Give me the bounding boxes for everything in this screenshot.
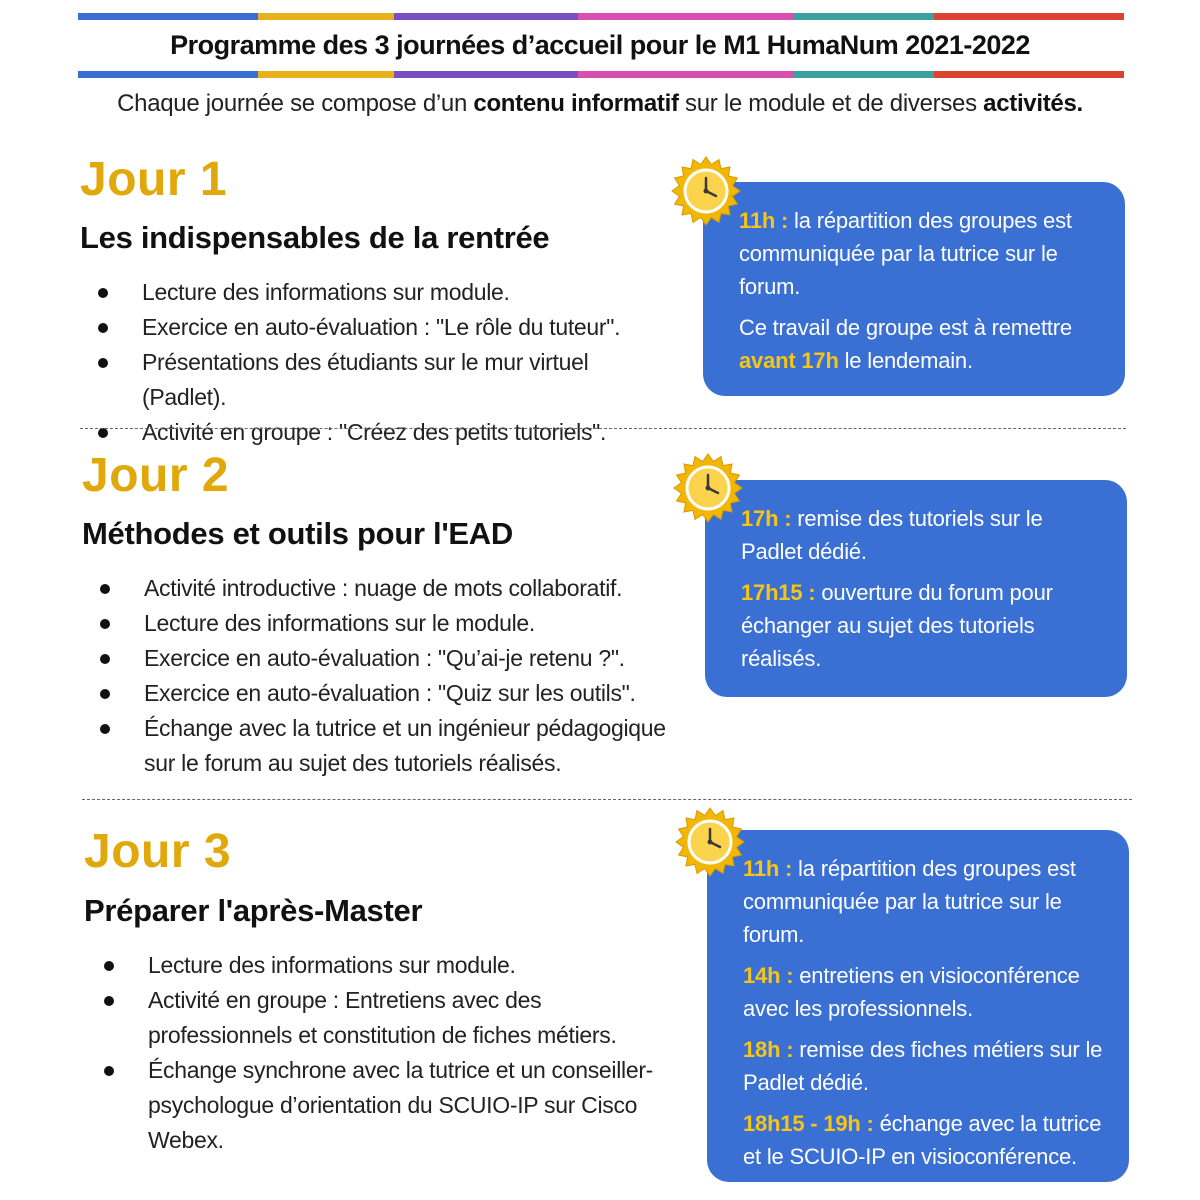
schedule-entry [743,1033,1103,1099]
schedule-text: ouverture du forum pour échanger au sujet des tutoriels réalisés. [741,580,1053,671]
list-item: Exercice en auto-évaluation : "Quiz sur les outils". [100,676,670,711]
schedule-text: Ce travail de groupe est à remettre [739,315,1072,340]
list-item: Activité en groupe : "Créez des petits tutoriels". [98,415,658,450]
schedule-text: remise des tutoriels sur le Padlet dédié. [741,506,1043,564]
schedule-time: 11h : [739,208,789,233]
schedule-text: la répartition des groupes est communiquée par la tutrice sur le forum. [739,208,1072,299]
sun-clock-icon [671,156,741,226]
list-item: Exercice en auto-évaluation : "Le rôle du tuteur". [98,310,658,345]
stripe-segment [794,13,934,20]
list-item: Échange avec la tutrice et un ingénieur pédagogique sur le forum au sujet des tutoriels réalisés. [100,711,670,781]
schedule-text: échange avec la tutrice et le SCUIO-IP en visioconférence. [743,1111,1102,1169]
day-2-label: Jour 2 [82,449,230,502]
schedule-time: avant 17h [739,348,839,373]
schedule-entry [743,1107,1103,1173]
day-3-activity-list [104,948,684,1158]
schedule-text: remise des fiches métiers sur le Padlet dédié. [743,1037,1103,1095]
schedule-entry [743,959,1103,1025]
schedule-text: la répartition des groupes est communiquée par la tutrice sur le forum. [743,856,1076,947]
section-divider [82,799,1132,800]
stripe-segment [578,71,794,78]
list-item: Lecture des informations sur le module. [100,606,670,641]
day-1-activity-list [98,275,658,450]
bottom-color-stripe [78,71,1124,78]
day-1-subtitle: Les indispensables de la rentrée [80,220,550,255]
section-divider [80,428,1126,429]
schedule-text: le lendemain. [838,348,973,373]
schedule-time: 17h : [741,506,792,531]
stripe-segment [258,13,394,20]
page-title: Programme des 3 journées d’accueil pour le M1 HumaNum 2021-2022 [170,30,1030,60]
sun-clock-icon [673,453,743,523]
intro-before: Chaque journée se compose d’un [117,90,474,117]
intro-bold-activities: activités. [983,90,1083,117]
schedule-entry [739,204,1099,303]
intro-text [0,90,1200,118]
day-2-activity-list [100,571,670,781]
intro-bold-content: contenu informatif [473,90,679,117]
stripe-segment [578,13,794,20]
day-3-label: Jour 3 [84,825,232,878]
schedule-entry [741,502,1101,568]
stripe-segment [78,71,258,78]
list-item: Activité en groupe : Entretiens avec des professionnels et constitution de fiches métiers. [104,983,684,1053]
day-1-schedule-box [703,182,1125,396]
day-1-label: Jour 1 [80,153,228,206]
list-item: Activité introductive : nuage de mots collaboratif. [100,571,670,606]
stripe-segment [934,13,1124,20]
stripe-segment [794,71,934,78]
day-3-schedule-box [707,830,1129,1182]
list-item: Exercice en auto-évaluation : "Qu’ai-je retenu ?". [100,641,670,676]
schedule-entry [741,576,1101,675]
schedule-time: 14h : [743,963,794,988]
stripe-segment [394,71,578,78]
stripe-segment [258,71,394,78]
stripe-segment [934,71,1124,78]
schedule-time: 11h : [743,856,793,881]
stripe-segment [394,13,578,20]
schedule-time: 17h15 : [741,580,816,605]
top-color-stripe [78,13,1124,20]
schedule-time: 18h : [743,1037,794,1062]
intro-middle: sur le module et de diverses [678,90,984,117]
schedule-text: entretiens en visioconférence avec les professionnels. [743,963,1080,1021]
schedule-entry [739,311,1099,377]
list-item: Échange synchrone avec la tutrice et un conseiller-psychologue d’orientation du SCUIO-IP sur Cisco Webex. [104,1053,684,1158]
stripe-segment [78,13,258,20]
schedule-time: 18h15 - 19h : [743,1111,874,1136]
list-item: Lecture des informations sur module. [104,948,684,983]
day-2-schedule-box [705,480,1127,697]
list-item: Lecture des informations sur module. [98,275,658,310]
list-item: Présentations des étudiants sur le mur virtuel (Padlet). [98,345,658,415]
day-3-subtitle: Préparer l'après-Master [84,893,423,928]
sun-clock-icon [675,807,745,877]
day-2-subtitle: Méthodes et outils pour l'EAD [82,516,513,551]
schedule-entry [743,852,1103,951]
